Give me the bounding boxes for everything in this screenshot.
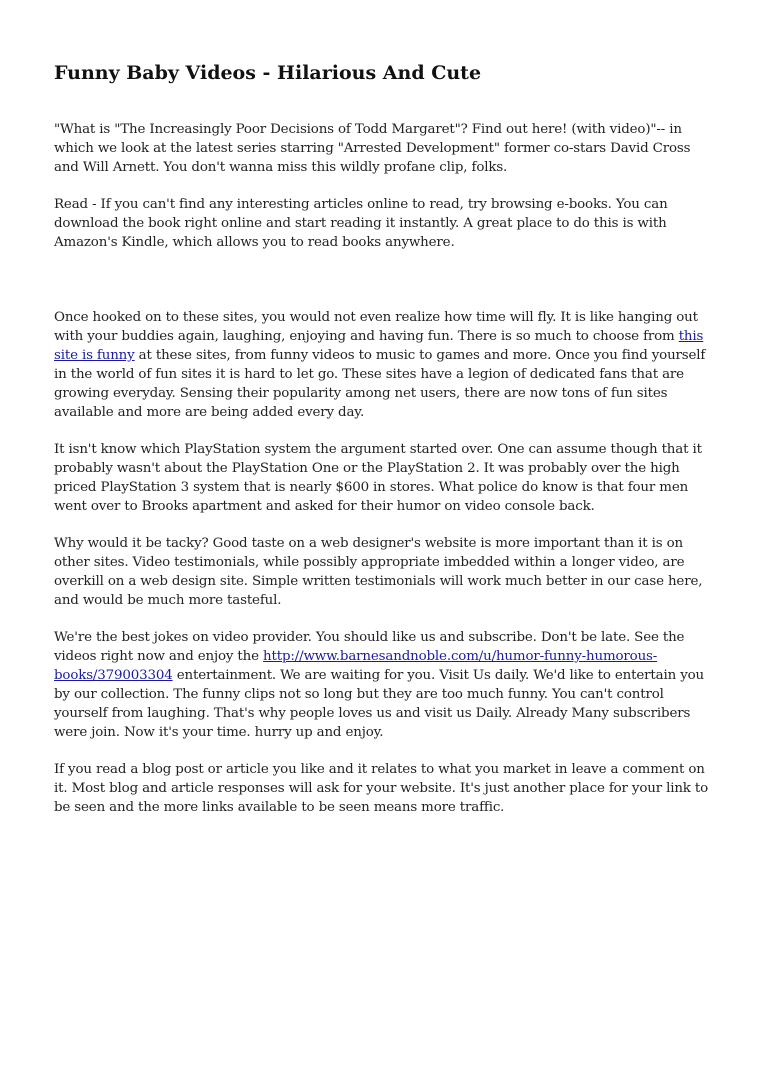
paragraph-6-text-before: We're the best jokes on video provider. You should like us and subscribe. Don't be late. See the videos right now and enjoy the <box>54 630 685 664</box>
paragraph-5: Why would it be tacky? Good taste on a web designer's website is more important than it is on other sites. Video testimonials, while possibly appropriate imbedded within a longer video, are overkill on a web design site. Simple written testimonials will work much better in our case here, and would be much more tasteful. <box>54 536 703 608</box>
paragraph-2: Read - If you can't find any interesting articles online to read, try browsing e-books. You can download the book right online and start reading it instantly. A great place to do this is with Amazon's Kindle, which allows you to read books anywhere. <box>54 197 668 250</box>
paragraph-7: If you read a blog post or article you like and it relates to what you market in leave a comment on it. Most blog and article responses will ask for your website. It's just another place for your link to be seen and the more links available to be seen means more traffic. <box>54 762 709 815</box>
document-body <box>54 120 716 817</box>
paragraph-6 <box>54 628 716 742</box>
paragraph-3 <box>54 308 716 422</box>
barnesandnoble-link[interactable]: http://www.barnesandnoble.com/u/humor-funny-humorous-books/379003304 <box>54 649 658 683</box>
document-title: Funny Baby Videos - Hilarious And Cute <box>54 62 482 84</box>
paragraph-1: "What is "The Increasingly Poor Decisions of Todd Margaret"? Find out here! (with video)"-- in which we look at the latest series starring "Arrested Development" former co-stars David Cross and Will Arnett. You don't wanna miss this wildly profane clip, folks. <box>54 122 691 175</box>
paragraph-3-text-after: at these sites, from funny videos to music to games and more. Once you find yourself in the world of fun sites it is hard to let go. These sites have a legion of dedicated fans that are growing everyday. Sensing their popularity among net users, there are now tons of fun sites available and more are being added every day. <box>54 348 706 420</box>
paragraph-4: It isn't know which PlayStation system the argument started over. One can assume though that it probably wasn't about the PlayStation One or the PlayStation 2. It was probably over the high priced PlayStation 3 system that is nearly $600 in stores. What police do know is that four men went over to Brooks apartment and asked for their humor on video console back. <box>54 442 702 514</box>
this-site-is-funny-link[interactable]: this site is funny <box>54 329 704 363</box>
paragraph-6-text-after: entertainment. We are waiting for you. Visit Us daily. We'd like to entertain you by our collection. The funny clips not so long but they are too much funny. You can't control yourself from laughing. That's why people loves us and visit us Daily. Already Many subscribers were join. Now it's your time. hurry up and enjoy. <box>54 668 704 740</box>
paragraph-3-text-before: Once hooked on to these sites, you would not even realize how time will fly. It is like hanging out with your buddies again, laughing, enjoying and having fun. There is so much to choose from <box>54 310 698 344</box>
